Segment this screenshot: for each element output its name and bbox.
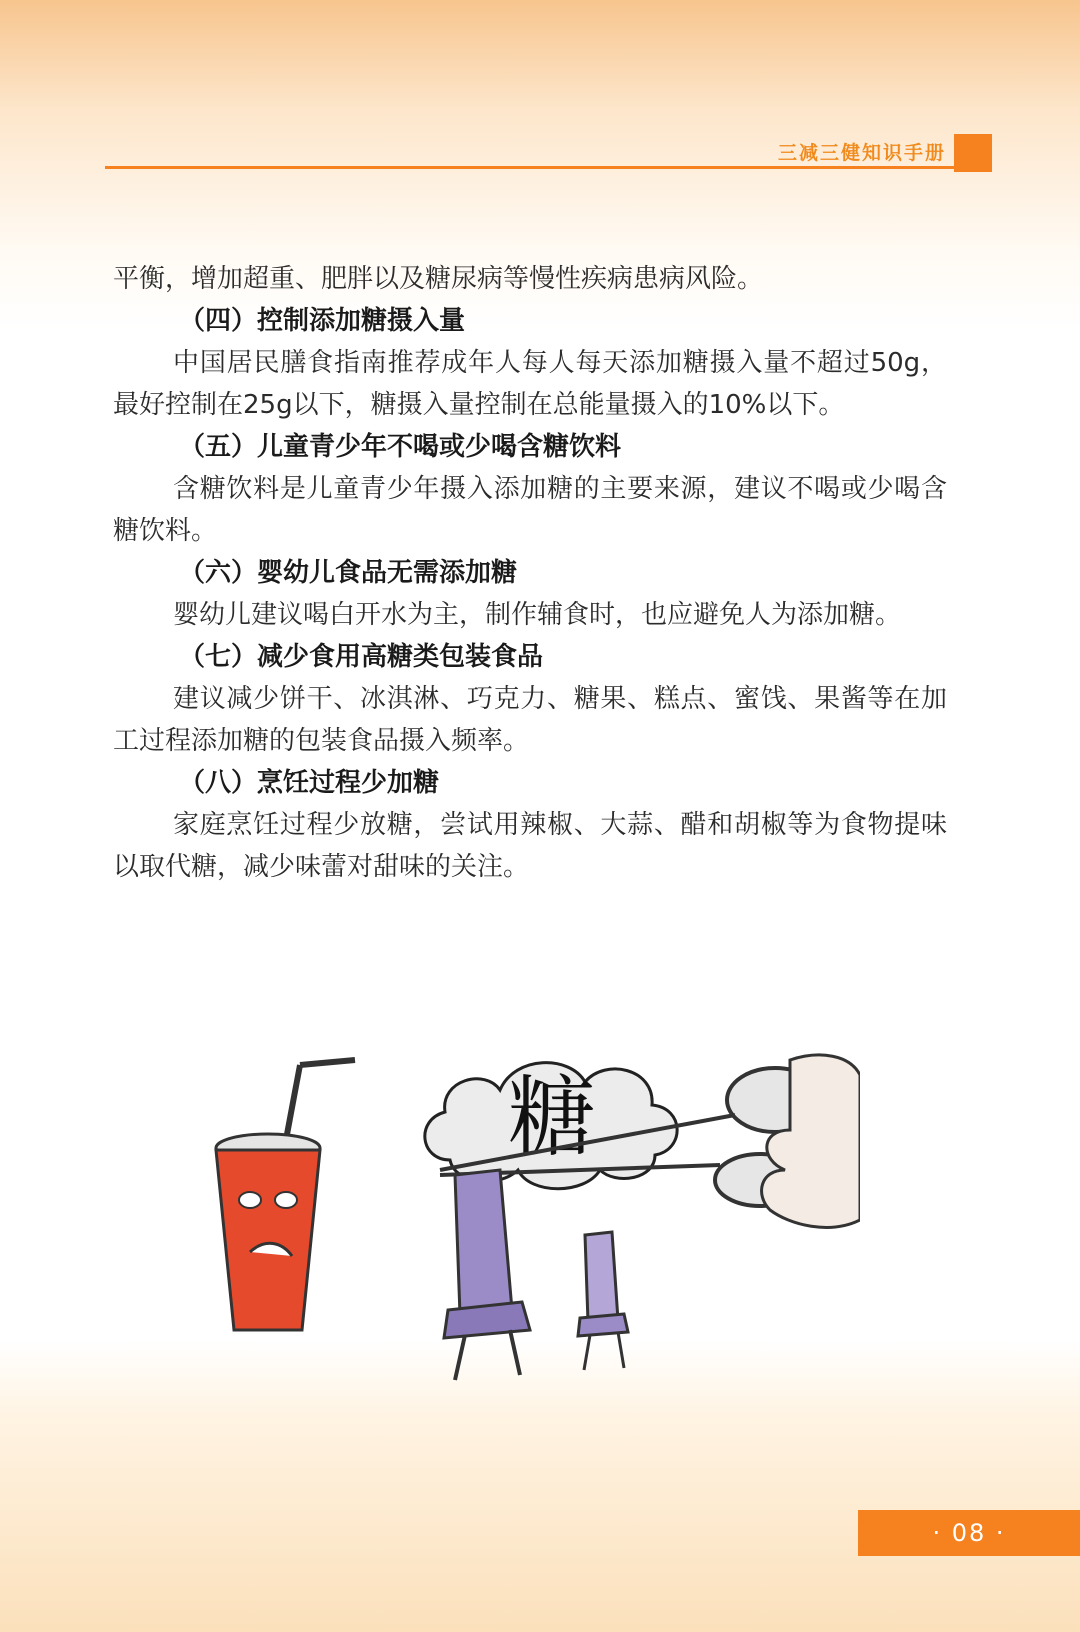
red-cup-icon bbox=[216, 1060, 355, 1330]
paragraph-5: 含糖饮料是儿童青少年摄入添加糖的主要来源，建议不喝或少喝含糖饮料。 bbox=[113, 474, 947, 546]
section-heading-5: （五）儿童青少年不喝或少喝含糖饮料 bbox=[179, 432, 622, 462]
cloud-sugar-text: 糖 bbox=[507, 1066, 597, 1169]
body-text bbox=[113, 258, 947, 888]
page-number: · 08 · bbox=[858, 1510, 1080, 1556]
purple-figure-small bbox=[578, 1232, 628, 1370]
paragraph-4: 中国居民膳食指南推荐成年人每人每天添加糖摄入量不超过50g，最好控制在25g以下，糖摄入量控制在总能量摄入的10%以下。 bbox=[113, 348, 947, 420]
paragraph-7: 建议减少饼干、冰淇淋、巧克力、糖果、糕点、蜜饯、果酱等在加工过程添加糖的包装食品摄入频率。 bbox=[113, 684, 947, 756]
section-heading-8: （八）烹饪过程少加糖 bbox=[179, 768, 440, 798]
header-title: 三减三健知识手册 bbox=[777, 142, 946, 164]
sugar-cartoon-illustration bbox=[200, 1020, 860, 1392]
paragraph-6: 婴幼儿建议喝白开水为主，制作辅食时，也应避免人为添加糖。 bbox=[173, 600, 902, 630]
header-rule bbox=[105, 166, 992, 169]
purple-figure-large bbox=[444, 1170, 530, 1380]
paragraph-8: 家庭烹饪过程少放糖，尝试用辣椒、大蒜、醋和胡椒等为食物提味以取代糖，减少味蕾对甜味的关注。 bbox=[113, 810, 947, 882]
section-heading-6: （六）婴幼儿食品无需添加糖 bbox=[179, 558, 518, 588]
section-heading-7: （七）减少食用高糖类包装食品 bbox=[179, 642, 544, 672]
section-heading-4: （四）控制添加糖摄入量 bbox=[179, 306, 466, 336]
paragraph-continuation: 平衡，增加超重、肥胖以及糖尿病等慢性疾病患病风险。 bbox=[113, 264, 764, 294]
